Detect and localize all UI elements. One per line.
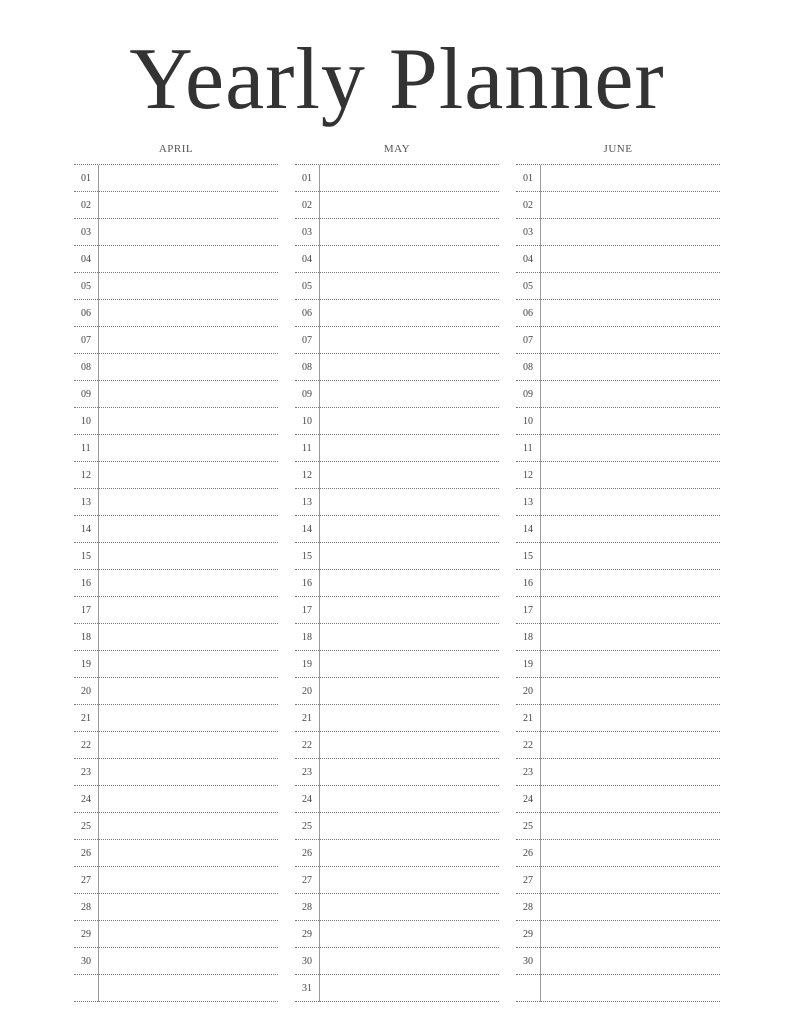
day-row[interactable]	[74, 921, 278, 948]
day-row[interactable]	[295, 219, 499, 246]
day-row[interactable]	[295, 543, 499, 570]
day-number: 03	[302, 227, 312, 238]
day-row[interactable]	[295, 759, 499, 786]
day-row[interactable]	[295, 651, 499, 678]
day-row[interactable]	[74, 840, 278, 867]
day-number: 09	[81, 389, 91, 400]
day-row[interactable]	[516, 327, 720, 354]
day-number: 17	[81, 605, 91, 616]
day-number: 27	[81, 875, 91, 886]
day-row[interactable]	[516, 948, 720, 975]
day-number: 22	[523, 740, 533, 751]
day-row[interactable]	[74, 786, 278, 813]
day-number: 29	[81, 929, 91, 940]
day-rows	[516, 164, 720, 1002]
day-number: 12	[523, 470, 533, 481]
day-number: 31	[302, 983, 312, 994]
day-row[interactable]	[295, 570, 499, 597]
day-row[interactable]	[74, 327, 278, 354]
day-row[interactable]	[516, 435, 720, 462]
day-number: 01	[523, 173, 533, 184]
day-number: 23	[81, 767, 91, 778]
day-row[interactable]	[74, 705, 278, 732]
day-number: 30	[302, 956, 312, 967]
month-label: APRIL	[158, 143, 194, 155]
day-row[interactable]	[295, 462, 499, 489]
day-row[interactable]	[295, 597, 499, 624]
day-row[interactable]	[74, 489, 278, 516]
day-number: 15	[302, 551, 312, 562]
day-number: 02	[523, 200, 533, 211]
day-number: 09	[302, 389, 312, 400]
day-row[interactable]	[516, 894, 720, 921]
day-number: 07	[523, 335, 533, 346]
day-row[interactable]	[295, 489, 499, 516]
day-row[interactable]	[516, 354, 720, 381]
day-row[interactable]	[295, 624, 499, 651]
day-number: 19	[523, 659, 533, 670]
day-number: 15	[81, 551, 91, 562]
day-row[interactable]	[74, 975, 278, 1002]
day-row[interactable]	[74, 354, 278, 381]
day-row[interactable]	[516, 246, 720, 273]
day-row[interactable]	[295, 867, 499, 894]
day-row[interactable]	[295, 813, 499, 840]
day-row[interactable]	[516, 570, 720, 597]
day-row[interactable]	[295, 948, 499, 975]
day-number: 26	[81, 848, 91, 859]
day-number: 30	[523, 956, 533, 967]
day-row[interactable]	[516, 921, 720, 948]
day-number: 20	[523, 686, 533, 697]
day-row[interactable]	[295, 840, 499, 867]
day-row[interactable]	[516, 759, 720, 786]
day-row[interactable]	[516, 516, 720, 543]
day-row[interactable]	[295, 246, 499, 273]
day-row[interactable]	[295, 273, 499, 300]
day-number: 01	[81, 173, 91, 184]
day-row[interactable]	[74, 246, 278, 273]
day-number: 10	[523, 416, 533, 427]
day-rows	[295, 164, 499, 1002]
day-number: 04	[81, 254, 91, 265]
day-row[interactable]	[516, 732, 720, 759]
day-row[interactable]	[516, 273, 720, 300]
month-column-may	[295, 140, 499, 1002]
day-number: 29	[523, 929, 533, 940]
day-row[interactable]	[74, 219, 278, 246]
day-number: 24	[81, 794, 91, 805]
day-number: 17	[302, 605, 312, 616]
day-number: 28	[523, 902, 533, 913]
day-row[interactable]	[74, 678, 278, 705]
day-row[interactable]	[74, 624, 278, 651]
day-number: 11	[302, 443, 312, 454]
day-row[interactable]	[74, 192, 278, 219]
day-number: 15	[523, 551, 533, 562]
day-number: 11	[81, 443, 91, 454]
day-number: 13	[302, 497, 312, 508]
day-row[interactable]	[516, 165, 720, 192]
day-row[interactable]	[74, 381, 278, 408]
day-row[interactable]	[295, 327, 499, 354]
day-row[interactable]	[295, 165, 499, 192]
month-column-april	[74, 140, 278, 1002]
day-number: 19	[81, 659, 91, 670]
day-number: 16	[302, 578, 312, 589]
day-number: 07	[302, 335, 312, 346]
day-number: 23	[302, 767, 312, 778]
day-number: 03	[523, 227, 533, 238]
day-row[interactable]	[295, 678, 499, 705]
day-row[interactable]	[516, 300, 720, 327]
day-number: 24	[302, 794, 312, 805]
day-number: 20	[302, 686, 312, 697]
day-row[interactable]	[74, 273, 278, 300]
day-row[interactable]	[516, 705, 720, 732]
day-row[interactable]	[74, 948, 278, 975]
day-row[interactable]	[295, 435, 499, 462]
day-row[interactable]	[516, 489, 720, 516]
day-row[interactable]	[74, 516, 278, 543]
day-row[interactable]	[295, 786, 499, 813]
day-number: 14	[81, 524, 91, 535]
day-number: 21	[302, 713, 312, 724]
day-number: 04	[523, 254, 533, 265]
day-number: 12	[81, 470, 91, 481]
day-row[interactable]	[74, 543, 278, 570]
day-row[interactable]	[295, 381, 499, 408]
day-row[interactable]	[74, 570, 278, 597]
day-number: 30	[81, 956, 91, 967]
day-number: 03	[81, 227, 91, 238]
day-number: 05	[302, 281, 312, 292]
day-number: 05	[81, 281, 91, 292]
day-row[interactable]	[74, 651, 278, 678]
day-number: 05	[523, 281, 533, 292]
day-row[interactable]	[516, 651, 720, 678]
month-label: MAY	[383, 143, 411, 155]
page-title: Yearly Planner	[129, 31, 665, 128]
day-row[interactable]	[516, 813, 720, 840]
day-number: 22	[81, 740, 91, 751]
day-number: 26	[523, 848, 533, 859]
day-number: 26	[302, 848, 312, 859]
day-row[interactable]	[295, 354, 499, 381]
day-number: 13	[523, 497, 533, 508]
day-row[interactable]	[74, 300, 278, 327]
day-row[interactable]	[295, 975, 499, 1002]
day-number: 25	[302, 821, 312, 832]
day-row[interactable]	[516, 867, 720, 894]
day-number: 04	[302, 254, 312, 265]
day-row[interactable]	[74, 732, 278, 759]
day-number: 12	[302, 470, 312, 481]
day-number: 14	[302, 524, 312, 535]
day-number: 08	[81, 362, 91, 373]
day-row[interactable]	[74, 435, 278, 462]
day-row[interactable]	[516, 192, 720, 219]
day-row[interactable]	[74, 813, 278, 840]
day-row[interactable]	[295, 192, 499, 219]
day-number: 29	[302, 929, 312, 940]
day-row[interactable]	[295, 705, 499, 732]
day-row[interactable]	[74, 462, 278, 489]
day-number: 25	[523, 821, 533, 832]
day-number: 24	[523, 794, 533, 805]
day-number: 08	[302, 362, 312, 373]
day-number: 07	[81, 335, 91, 346]
day-row[interactable]	[295, 408, 499, 435]
day-number: 21	[81, 713, 91, 724]
day-number: 18	[302, 632, 312, 643]
day-number: 11	[523, 443, 533, 454]
day-number: 08	[523, 362, 533, 373]
day-row[interactable]	[295, 921, 499, 948]
day-row[interactable]	[516, 597, 720, 624]
day-number: 16	[81, 578, 91, 589]
day-number: 09	[523, 389, 533, 400]
day-number: 19	[302, 659, 312, 670]
day-row[interactable]	[516, 678, 720, 705]
day-row[interactable]	[295, 894, 499, 921]
day-row[interactable]	[74, 894, 278, 921]
day-number: 01	[302, 173, 312, 184]
day-number: 27	[523, 875, 533, 886]
day-number: 13	[81, 497, 91, 508]
month-label: JUNE	[603, 143, 633, 155]
day-number: 16	[523, 578, 533, 589]
day-row[interactable]	[295, 300, 499, 327]
day-number: 06	[81, 308, 91, 319]
day-row[interactable]	[516, 408, 720, 435]
day-number: 06	[302, 308, 312, 319]
day-number: 10	[302, 416, 312, 427]
day-number: 06	[523, 308, 533, 319]
day-number: 25	[81, 821, 91, 832]
day-number: 28	[302, 902, 312, 913]
month-column-june	[516, 140, 720, 1002]
day-number: 02	[81, 200, 91, 211]
day-row[interactable]	[74, 408, 278, 435]
day-number: 23	[523, 767, 533, 778]
day-number: 18	[81, 632, 91, 643]
day-row[interactable]	[295, 516, 499, 543]
day-row[interactable]	[74, 759, 278, 786]
day-row[interactable]	[516, 975, 720, 1002]
day-number: 21	[523, 713, 533, 724]
day-row[interactable]	[516, 381, 720, 408]
day-number: 14	[523, 524, 533, 535]
day-rows	[74, 164, 278, 1002]
day-row[interactable]	[74, 165, 278, 192]
day-number: 20	[81, 686, 91, 697]
day-number: 02	[302, 200, 312, 211]
day-row[interactable]	[516, 462, 720, 489]
day-row[interactable]	[516, 624, 720, 651]
day-number: 28	[81, 902, 91, 913]
day-number: 27	[302, 875, 312, 886]
day-row[interactable]	[74, 597, 278, 624]
day-row[interactable]	[516, 786, 720, 813]
day-number: 18	[523, 632, 533, 643]
day-row[interactable]	[516, 543, 720, 570]
day-row[interactable]	[516, 219, 720, 246]
day-number: 17	[523, 605, 533, 616]
day-row[interactable]	[74, 867, 278, 894]
day-row[interactable]	[516, 840, 720, 867]
day-row[interactable]	[295, 732, 499, 759]
day-number: 22	[302, 740, 312, 751]
day-number: 10	[81, 416, 91, 427]
